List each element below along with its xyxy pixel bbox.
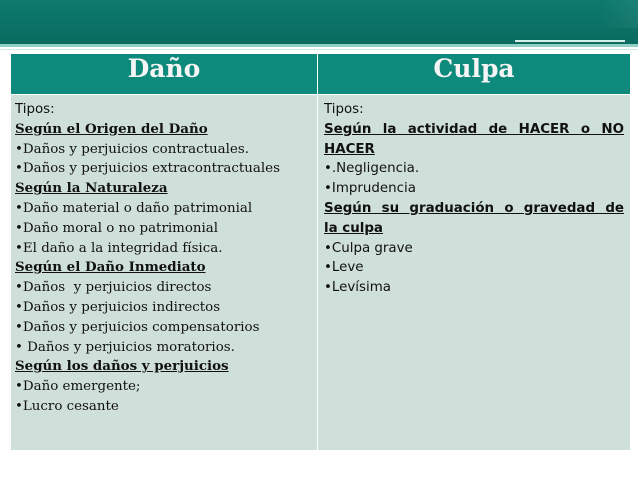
list-item: •Levísima: [324, 280, 391, 296]
dano-section-heading: Según el Daño Inmediato: [15, 259, 206, 276]
culpa-section-heading: Según su graduación o gravedad de: [324, 200, 624, 216]
banner-rule: [0, 44, 638, 47]
list-item: •Daños y perjuicios compensatorios: [15, 319, 260, 335]
banner-short-rule: [515, 40, 625, 42]
list-item: •Daños y perjuicios extracontractuales: [15, 161, 280, 177]
list-item: •Daño emergente;: [15, 379, 141, 395]
list-item: •Lucro cesante: [15, 398, 119, 414]
banner-accent: [600, 0, 638, 28]
list-item: •El daño a la integridad física.: [15, 240, 223, 256]
dano-tipos-label: Tipos:: [15, 102, 55, 117]
title-banner: [0, 0, 638, 44]
list-item: • Daños y perjuicios moratorios.: [15, 339, 235, 355]
culpa-tipos-label: Tipos:: [324, 102, 364, 117]
list-item: •.Negligencia.: [324, 161, 420, 177]
dano-section-heading: Según los daños y perjuicios: [15, 358, 229, 375]
list-item: •Daños y perjuicios indirectos: [15, 299, 221, 315]
header-culpa: Culpa: [318, 54, 631, 95]
list-item: •Daño material o daño patrimonial: [15, 200, 253, 216]
list-item: •Daños y perjuicios directos: [15, 280, 212, 296]
culpa-cell: [318, 95, 631, 451]
list-item: •Culpa grave: [324, 240, 413, 256]
comparison-table: [10, 53, 631, 451]
culpa-section-heading: Según la actividad de HACER o NO: [324, 121, 624, 137]
dano-section-heading: Según el Origen del Daño: [15, 120, 208, 137]
header-dano: Daño: [11, 54, 318, 95]
list-item: •Imprudencia: [324, 181, 416, 197]
table-body-row: [11, 95, 631, 451]
list-item: •Daños y perjuicios contractuales.: [15, 141, 249, 157]
banner-thin-rule: [0, 49, 638, 50]
list-item: •Daño moral o no patrimonial: [15, 220, 219, 236]
dano-cell: [11, 95, 318, 451]
list-item: •Leve: [324, 260, 364, 276]
culpa-section-heading-cont: HACER: [324, 141, 375, 157]
table-header-row: [11, 54, 631, 95]
culpa-section-heading-cont: la culpa: [324, 220, 383, 236]
dano-section-heading: Según la Naturaleza: [15, 180, 168, 197]
